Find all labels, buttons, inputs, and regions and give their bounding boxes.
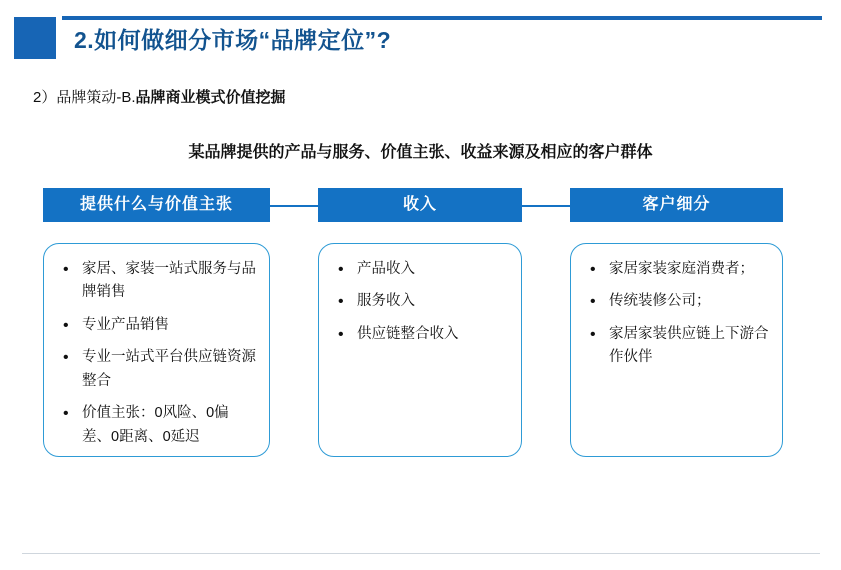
slide-title-row (14, 16, 824, 60)
page-title: 2.如何做细分市场“品牌定位”? (74, 27, 392, 53)
bullet-list-2 (331, 258, 509, 346)
sub-heading-bold: 品牌商业模式价值挖掘 (135, 89, 286, 106)
diagram-caption: 某品牌提供的产品与服务、价值主张、收益来源及相应的客户群体 (188, 144, 653, 161)
column-revenue (318, 188, 522, 457)
list-item: • 家居家装家庭消费者； (583, 258, 770, 281)
list-item: • 家居、家装一站式服务与品牌销售 (56, 258, 257, 305)
column-header-1: 提供什么与价值主张 (43, 188, 270, 222)
connector-line-1 (270, 205, 318, 207)
bullet-list-1 (56, 258, 257, 449)
column-body-3 (570, 243, 783, 457)
list-item: • 供应链整合收入 (331, 323, 509, 346)
list-item: • 家居家装供应链上下游合作伙伴 (583, 323, 770, 370)
column-header-2: 收入 (318, 188, 522, 222)
sub-heading (33, 86, 286, 107)
bullet-list-3 (583, 258, 770, 370)
list-item: • 价值主张：0风险、0偏差、0距离、0延迟 (56, 402, 257, 449)
list-item: • 产品收入 (331, 258, 509, 281)
sub-heading-plain: 品牌策动-B. (56, 89, 136, 106)
list-item: • 服务收入 (331, 290, 509, 313)
column-value-proposition (43, 188, 270, 457)
sub-heading-number: 2） (33, 89, 57, 106)
list-item: • 专业一站式平台供应链资源整合 (56, 346, 257, 393)
connector-line-2 (522, 205, 570, 207)
column-body-2 (318, 243, 522, 457)
column-customer-segments (570, 188, 783, 457)
list-item: • 专业产品销售 (56, 314, 257, 337)
column-body-1 (43, 243, 270, 457)
title-accent-square (14, 17, 56, 59)
title-underline-rule (62, 16, 822, 20)
footer-divider (22, 553, 820, 554)
column-header-3: 客户细分 (570, 188, 783, 222)
list-item: • 传统装修公司； (583, 290, 770, 313)
